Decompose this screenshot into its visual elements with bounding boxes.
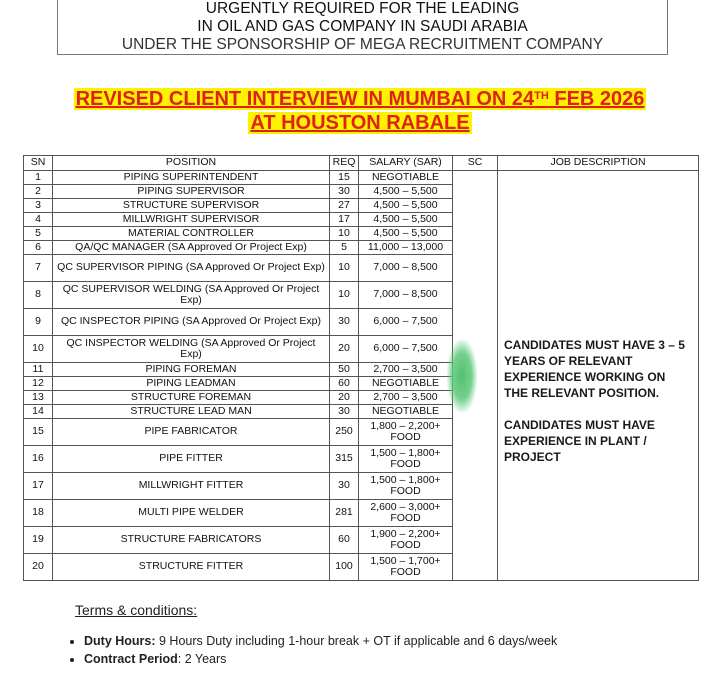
cell-req: 15 xyxy=(330,171,359,185)
terms-item-contract-period xyxy=(84,650,557,668)
cell-salary xyxy=(359,336,453,363)
cell-salary xyxy=(359,213,453,227)
cell-req: 20 xyxy=(330,391,359,405)
cell-position: PIPING LEADMAN xyxy=(53,377,330,391)
cell-position: MILLWRIGHT FITTER xyxy=(53,473,330,500)
description-para-2: CANDIDATES MUST HAVE EXPERIENCE IN PLANT / PROJECT xyxy=(504,418,655,464)
cell-salary xyxy=(359,185,453,199)
cell-sn: 15 xyxy=(24,419,53,446)
cell-position: MULTI PIPE WELDER xyxy=(53,500,330,527)
cell-sn: 1 xyxy=(24,171,53,185)
salary-note: FOOD xyxy=(390,431,421,443)
cell-salary xyxy=(359,363,453,377)
salary-value: 2,600 – 3,000+ xyxy=(370,500,441,513)
terms-list xyxy=(62,632,557,668)
terms-text: 9 Hours Duty including 1-hour break + OT if applicable and 6 days/week xyxy=(155,634,558,648)
cell-salary xyxy=(359,227,453,241)
terms-item-duty-hours xyxy=(84,632,557,650)
salary-value: NEGOTIABLE xyxy=(371,376,440,389)
salary-note: FOOD xyxy=(390,566,421,578)
salary-value: 2,700 – 3,500 xyxy=(373,362,438,375)
cell-position: STRUCTURE FITTER xyxy=(53,554,330,581)
cell-req: 100 xyxy=(330,554,359,581)
cell-position: STRUCTURE SUPERVISOR xyxy=(53,199,330,213)
header-line-3: UNDER THE SPONSORSHIP OF MEGA RECRUITMENT COMPANY xyxy=(121,36,604,53)
col-header-description: JOB DESCRIPTION xyxy=(498,156,699,171)
cell-sn: 16 xyxy=(24,446,53,473)
cell-position: QC INSPECTOR WELDING (SA Approved Or Project Exp) xyxy=(53,336,330,363)
cell-salary xyxy=(359,241,453,255)
cell-position: QC INSPECTOR PIPING (SA Approved Or Project Exp) xyxy=(53,309,330,336)
cell-sn: 14 xyxy=(24,405,53,419)
cell-salary xyxy=(359,419,453,446)
cell-position: PIPING SUPERINTENDENT xyxy=(53,171,330,185)
cell-req: 30 xyxy=(330,405,359,419)
cell-position: MILLWRIGHT SUPERVISOR xyxy=(53,213,330,227)
cell-salary xyxy=(359,199,453,213)
cell-req: 10 xyxy=(330,255,359,282)
cell-position: QC SUPERVISOR WELDING (SA Approved Or Project Exp) xyxy=(53,282,330,309)
cell-sn: 3 xyxy=(24,199,53,213)
description-para-1: CANDIDATES MUST HAVE 3 – 5 YEARS OF RELEVANT EXPERIENCE WORKING ON THE RELEVANT POSITION. xyxy=(504,338,685,400)
cell-sn: 12 xyxy=(24,377,53,391)
cell-position: PIPING SUPERVISOR xyxy=(53,185,330,199)
cell-position: MATERIAL CONTROLLER xyxy=(53,227,330,241)
salary-value: 4,500 – 5,500 xyxy=(373,184,438,197)
cell-req: 30 xyxy=(330,309,359,336)
cell-sn: 13 xyxy=(24,391,53,405)
cell-req: 10 xyxy=(330,227,359,241)
salary-value: 4,500 – 5,500 xyxy=(373,212,438,225)
cell-position: PIPE FITTER xyxy=(53,446,330,473)
cell-sn: 6 xyxy=(24,241,53,255)
cell-salary xyxy=(359,527,453,554)
salary-value: 6,000 – 7,500 xyxy=(373,315,438,328)
cell-position: PIPE FABRICATOR xyxy=(53,419,330,446)
cell-req: 30 xyxy=(330,185,359,199)
table-row xyxy=(24,171,699,185)
cell-position: QA/QC MANAGER (SA Approved Or Project Exp) xyxy=(53,241,330,255)
cell-sn: 10 xyxy=(24,336,53,363)
cell-salary xyxy=(359,473,453,500)
headline-part-1: REVISED CLIENT INTERVIEW IN MUMBAI ON 24 xyxy=(75,88,535,110)
salary-note: FOOD xyxy=(390,485,421,497)
cell-salary xyxy=(359,500,453,527)
cell-sn: 2 xyxy=(24,185,53,199)
cell-salary xyxy=(359,554,453,581)
salary-value: 6,000 – 7,500 xyxy=(373,342,438,355)
salary-value: 1,800 – 2,200+ xyxy=(370,419,441,432)
salary-value: NEGOTIABLE xyxy=(371,170,440,183)
positions-table xyxy=(23,155,699,581)
cell-req: 250 xyxy=(330,419,359,446)
salary-value: 2,700 – 3,500 xyxy=(373,390,438,403)
salary-value: 1,500 – 1,800+ xyxy=(370,446,441,459)
salary-value: NEGOTIABLE xyxy=(371,404,440,417)
cell-req: 281 xyxy=(330,500,359,527)
cell-sn: 8 xyxy=(24,282,53,309)
salary-note: FOOD xyxy=(390,458,421,470)
cell-req: 315 xyxy=(330,446,359,473)
header-line-2: IN OIL AND GAS COMPANY IN SAUDI ARABIA xyxy=(197,18,528,35)
cell-req: 60 xyxy=(330,527,359,554)
cell-description xyxy=(498,171,699,581)
cell-sn: 11 xyxy=(24,363,53,377)
cell-salary xyxy=(359,377,453,391)
salary-value: 4,500 – 5,500 xyxy=(373,226,438,239)
green-smudge-mark xyxy=(447,340,477,412)
salary-value: 1,900 – 2,200+ xyxy=(370,527,441,540)
salary-value: 1,500 – 1,700+ xyxy=(370,554,441,567)
cell-position: STRUCTURE FABRICATORS xyxy=(53,527,330,554)
terms-text: : 2 Years xyxy=(177,652,227,666)
cell-salary xyxy=(359,309,453,336)
cell-req: 30 xyxy=(330,473,359,500)
cell-sn: 17 xyxy=(24,473,53,500)
cell-req: 60 xyxy=(330,377,359,391)
terms-title: Terms & conditions: xyxy=(75,602,198,618)
cell-sn: 5 xyxy=(24,227,53,241)
header-line-1: URGENTLY REQUIRED FOR THE LEADING xyxy=(205,0,520,17)
cell-salary xyxy=(359,282,453,309)
cell-req: 50 xyxy=(330,363,359,377)
cell-sn: 7 xyxy=(24,255,53,282)
cell-req: 20 xyxy=(330,336,359,363)
col-header-salary: SALARY (SAR) xyxy=(359,156,453,171)
cell-req: 5 xyxy=(330,241,359,255)
cell-sn: 9 xyxy=(24,309,53,336)
cell-position: PIPING FOREMAN xyxy=(53,363,330,377)
headline-line-1 xyxy=(74,88,647,110)
salary-value: 4,500 – 5,500 xyxy=(373,198,438,211)
cell-sn: 20 xyxy=(24,554,53,581)
col-header-position: POSITION xyxy=(53,156,330,171)
salary-value: 7,000 – 8,500 xyxy=(373,288,438,301)
cell-salary xyxy=(359,391,453,405)
col-header-sc: SC xyxy=(453,156,498,171)
cell-salary xyxy=(359,405,453,419)
headline-line-2: AT HOUSTON RABALE xyxy=(250,112,470,134)
cell-sn: 19 xyxy=(24,527,53,554)
cell-sn: 18 xyxy=(24,500,53,527)
headline-part-2: FEB 2026 xyxy=(548,88,645,110)
salary-note: FOOD xyxy=(390,539,421,551)
salary-value: 11,000 – 13,000 xyxy=(367,240,444,253)
cell-position: STRUCTURE LEAD MAN xyxy=(53,405,330,419)
salary-value: 7,000 – 8,500 xyxy=(373,261,438,274)
table-header-row xyxy=(24,156,699,171)
cell-req: 17 xyxy=(330,213,359,227)
cell-position: STRUCTURE FOREMAN xyxy=(53,391,330,405)
cell-salary xyxy=(359,446,453,473)
headline-superscript: TH xyxy=(534,90,549,102)
interview-headline xyxy=(0,87,720,111)
cell-salary xyxy=(359,171,453,185)
terms-label: Contract Period xyxy=(84,652,178,666)
interview-venue xyxy=(0,111,720,135)
terms-label: Duty Hours: xyxy=(84,634,156,648)
cell-salary xyxy=(359,255,453,282)
col-header-sn: SN xyxy=(24,156,53,171)
salary-note: FOOD xyxy=(390,512,421,524)
cell-sn: 4 xyxy=(24,213,53,227)
cell-req: 10 xyxy=(330,282,359,309)
cell-req: 27 xyxy=(330,199,359,213)
cell-position: QC SUPERVISOR PIPING (SA Approved Or Project Exp) xyxy=(53,255,330,282)
salary-value: 1,500 – 1,800+ xyxy=(370,473,441,486)
col-header-req: REQ xyxy=(330,156,359,171)
header-box xyxy=(57,0,668,55)
